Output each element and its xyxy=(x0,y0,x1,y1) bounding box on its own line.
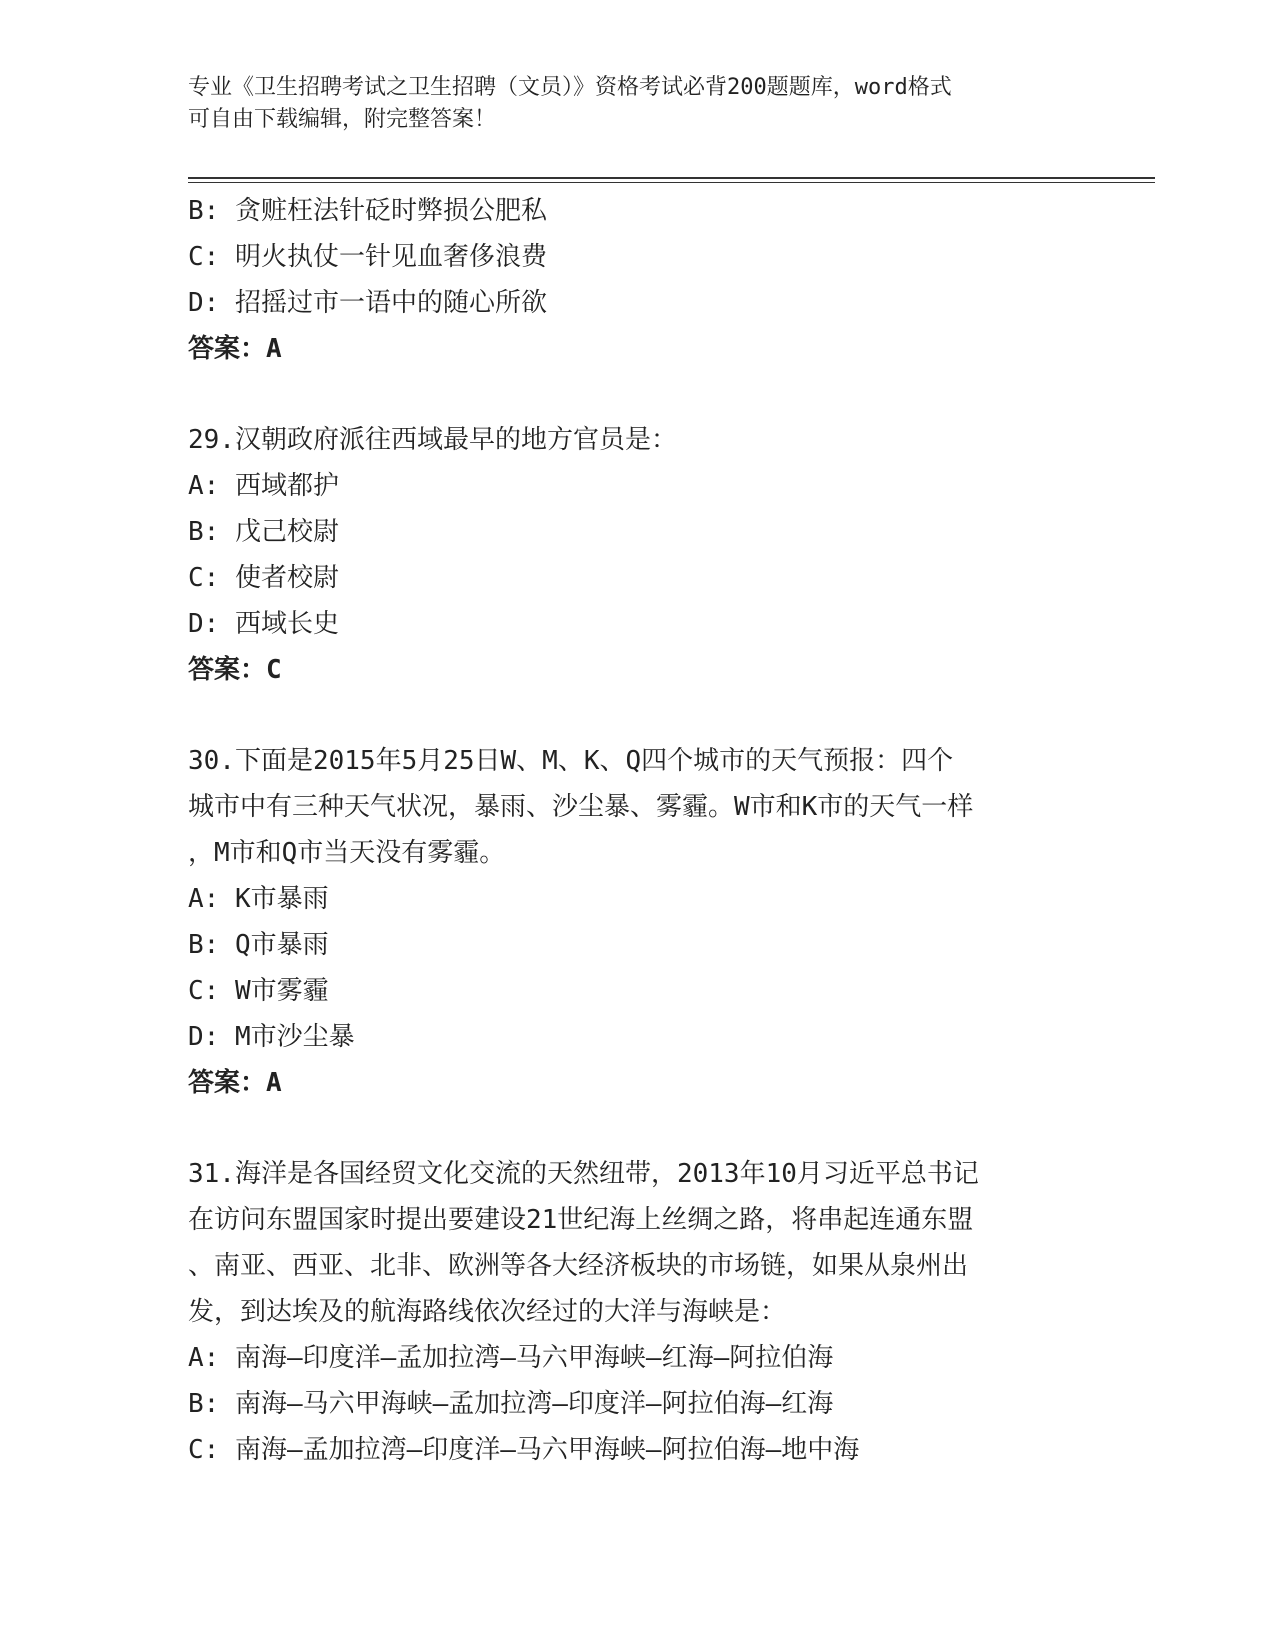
option-b: B: 贪赃枉法针砭时弊损公肥私 xyxy=(188,196,547,226)
option-b: B: 南海—马六甲海峡—孟加拉湾—印度洋—阿拉伯海—红海 xyxy=(188,1389,834,1419)
option-d: D: 西域长史 xyxy=(188,609,339,639)
answer-label: 答案：C xyxy=(188,655,282,685)
option-c: C: 南海—孟加拉湾—印度洋—马六甲海峡—阿拉伯海—地中海 xyxy=(188,1435,860,1465)
option-b: B: 戊己校尉 xyxy=(188,517,339,547)
answer-label: 答案：A xyxy=(188,1068,282,1098)
question-stem-line-1: 31.海洋是各国经贸文化交流的天然纽带，2013年10月习近平总书记 xyxy=(188,1159,979,1189)
question-stem-line-3: 、南亚、西亚、北非、欧洲等各大经济板块的市场链，如果从泉州出 xyxy=(188,1251,969,1281)
option-d: D: M市沙尘暴 xyxy=(188,1022,355,1052)
question-stem-line-1: 30.下面是2015年5月25日W、M、K、Q四个城市的天气预报：四个 xyxy=(188,746,954,776)
question-31 xyxy=(188,1151,1088,1473)
option-a: A: 南海—印度洋—孟加拉湾—马六甲海峡—红海—阿拉伯海 xyxy=(188,1343,834,1373)
question-stem: 29.汉朝政府派往西域最早的地方官员是： xyxy=(188,425,677,455)
answer-label: 答案：A xyxy=(188,334,282,364)
option-b: B: Q市暴雨 xyxy=(188,930,329,960)
option-a: A: K市暴雨 xyxy=(188,884,329,914)
option-d: D: 招摇过市一语中的随心所欲 xyxy=(188,288,547,318)
question-stem-line-2: 城市中有三种天气状况，暴雨、沙尘暴、雾霾。W市和K市的天气一样 xyxy=(188,792,974,822)
option-a: A: 西域都护 xyxy=(188,471,339,501)
header-divider-thin xyxy=(188,182,1155,183)
question-stem-line-2: 在访问东盟国家时提出要建设21世纪海上丝绸之路，将串起连通东盟 xyxy=(188,1205,974,1235)
question-list xyxy=(188,188,1088,1473)
prev-question-block xyxy=(188,188,1088,372)
question-stem-line-4: 发，到达埃及的航海路线依次经过的大洋与海峡是： xyxy=(188,1297,787,1327)
document-header xyxy=(188,72,1068,136)
option-c: C: 使者校尉 xyxy=(188,563,339,593)
option-c: C: 明火执仗一针见血奢侈浪费 xyxy=(188,242,547,272)
question-30 xyxy=(188,738,1088,1106)
option-c: C: W市雾霾 xyxy=(188,976,329,1006)
header-title-line-2: 可自由下载编辑，附完整答案！ xyxy=(188,107,497,132)
header-divider xyxy=(188,177,1155,179)
header-title-line-1: 专业《卫生招聘考试之卫生招聘（文员）》资格考试必背200题题库，word格式 xyxy=(188,75,952,100)
question-stem-line-3: ，M市和Q市当天没有雾霾。 xyxy=(188,838,506,868)
question-29 xyxy=(188,417,1088,693)
